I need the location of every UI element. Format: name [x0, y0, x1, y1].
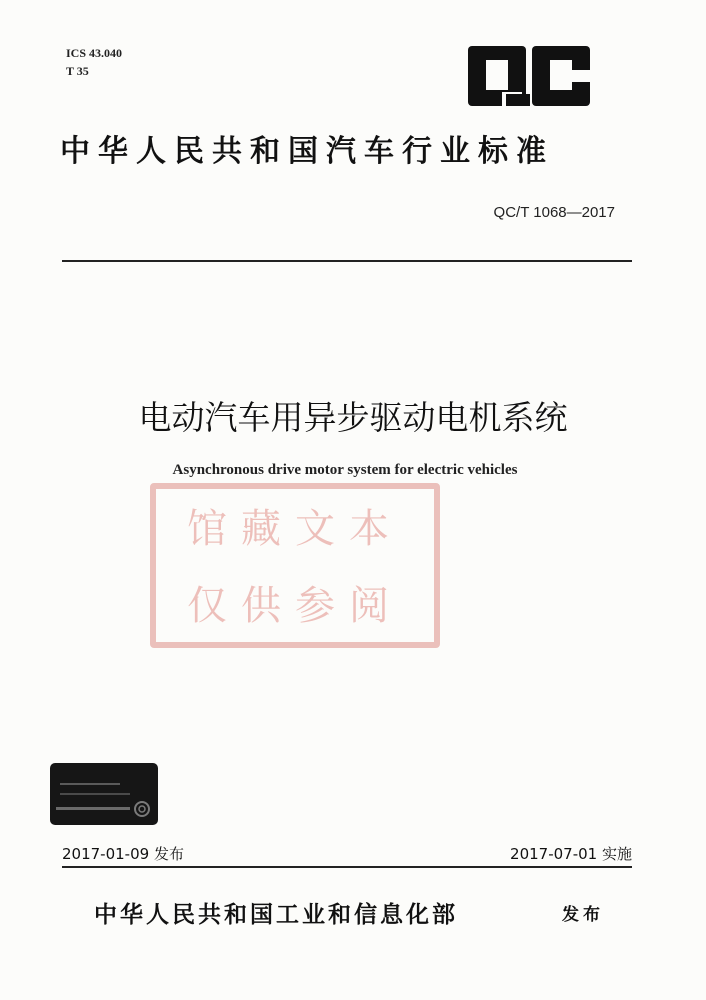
document-title-chinese: 电动汽车用异步驱动电机系统 [138, 398, 568, 437]
ics-code: ICS 43.040 [66, 46, 123, 60]
publish-label: 发布 [562, 905, 604, 925]
top-divider [62, 260, 632, 262]
standard-number: QC/T 1068—2017 [493, 204, 615, 221]
classification-codes [66, 44, 122, 80]
issue-date: 2017-01-09 发布 [62, 845, 184, 863]
sticker-pattern [50, 763, 158, 825]
stamp-line-2: 仅供参阅 [187, 583, 403, 629]
industry-standard-title: 中华人民共和国汽车行业标准 [60, 134, 554, 169]
publisher-name: 中华人民共和国工业和信息化部 [94, 902, 458, 928]
bottom-divider [62, 866, 632, 868]
qc-logo [468, 44, 590, 108]
stamp-line-1: 馆藏文本 [187, 506, 403, 552]
document-title-english: Asynchronous drive motor system for electric vehicles [172, 462, 518, 478]
class-code: T 35 [66, 64, 89, 78]
library-stamp [150, 483, 440, 648]
implementation-date: 2017-07-01 实施 [510, 845, 632, 863]
security-sticker [50, 763, 158, 825]
